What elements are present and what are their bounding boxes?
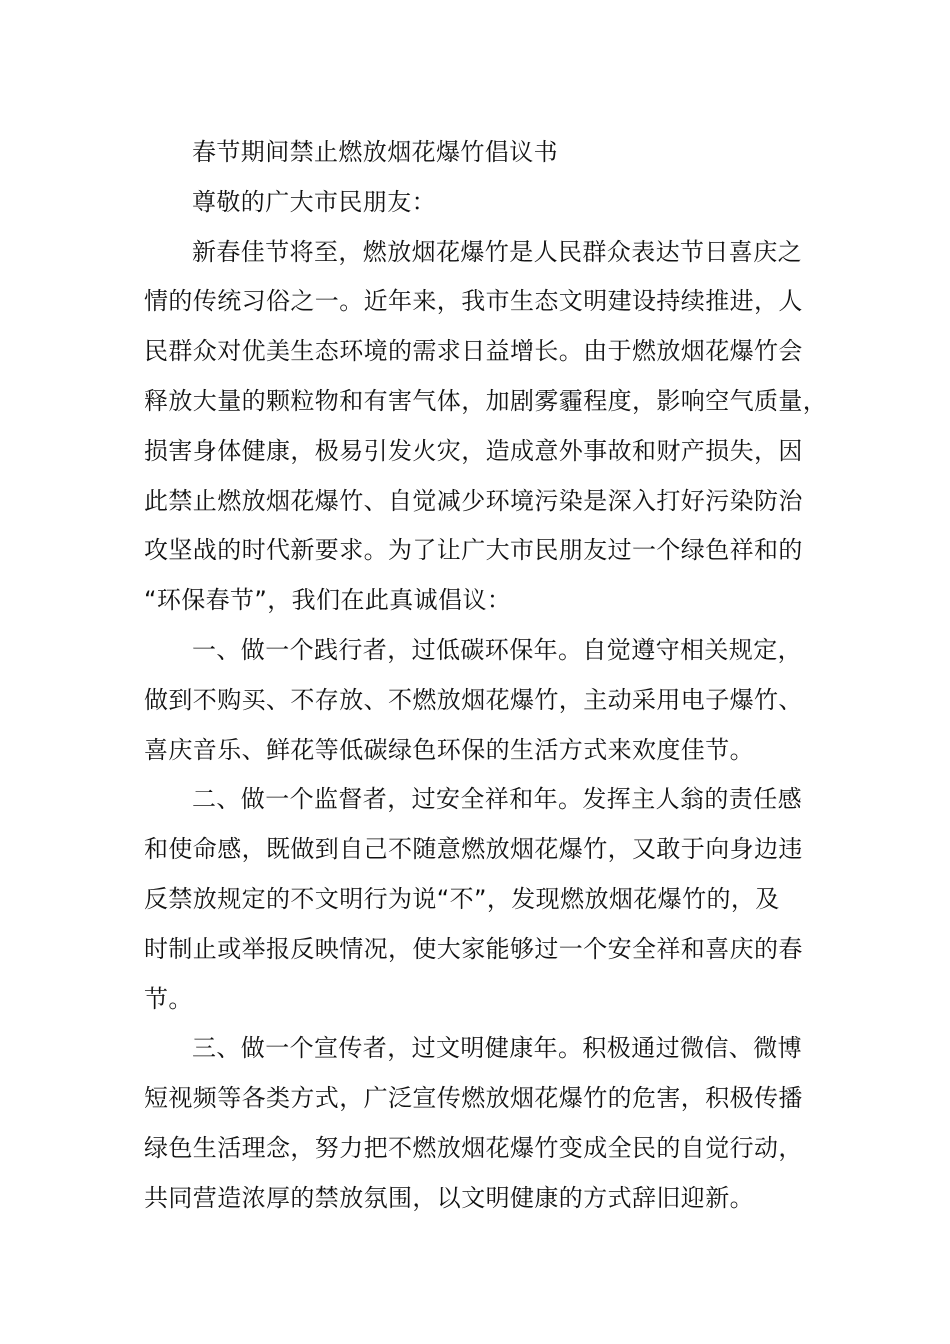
item-one-paragraph [144,626,810,775]
paragraph-line: 和使命感，既做到自己不随意燃放烟花爆竹，又敢于向身边违 [144,835,803,864]
paragraph-line: 情的传统习俗之一。近年来，我市生态文明建设持续推进，人 [144,287,803,316]
salutation: 尊敬的广大市民朋友： [192,187,436,216]
document-title: 春节期间禁止燃放烟花爆竹倡议书 [192,138,558,166]
paragraph-line: 新春佳节将至，燃放烟花爆竹是人民群众表达节日喜庆之 [192,237,802,266]
item-two-paragraph [144,775,810,1024]
paragraph-line: 时制止或举报反映情况，使大家能够过一个安全祥和喜庆的春 [144,934,803,963]
paragraph-line: 损害身体健康，极易引发火灾，造成意外事故和财产损失，因 [144,436,803,465]
paragraph-line: 攻坚战的时代新要求。为了让广大市民朋友过一个绿色祥和的 [144,536,803,565]
intro-paragraph [144,228,828,626]
paragraph-line: 二、做一个监督者，过安全祥和年。发挥主人翁的责任感 [192,785,802,814]
document-page [144,128,828,1224]
paragraph-line: 短视频等各类方式，广泛宣传燃放烟花爆竹的危害，积极传播 [144,1084,803,1113]
paragraph-line: 绿色生活理念，努力把不燃放烟花爆竹变成全民的自觉行动， [144,1133,803,1162]
paragraph-line: 此禁止燃放烟花爆竹、自觉减少环境污染是深入打好污染防治 [144,486,803,515]
paragraph-line: 节。 [144,984,193,1013]
paragraph-line: 做到不购买、不存放、不燃放烟花爆竹，主动采用电子爆竹、 [144,685,803,714]
paragraph-line: 共同营造浓厚的禁放氛围，以文明健康的方式辞旧迎新。 [144,1183,754,1212]
paragraph-line: 喜庆音乐、鲜花等低碳绿色环保的生活方式来欢度佳节。 [144,735,754,764]
paragraph-line: 一、做一个践行者，过低碳环保年。自觉遵守相关规定， [192,635,802,664]
paragraph-line: 三、做一个宣传者，过文明健康年。积极通过微信、微博 [192,1034,802,1063]
paragraph-line: 反禁放规定的不文明行为说“不”，发现燃放烟花爆竹的，及 [144,884,780,913]
paragraph-line: “环保春节”，我们在此真诚倡议： [144,586,512,615]
paragraph-line: 释放大量的颗粒物和有害气体，加剧雾霾程度，影响空气质量， [144,386,828,415]
item-three-paragraph [144,1024,810,1223]
paragraph-line: 民群众对优美生态环境的需求日益增长。由于燃放烟花爆竹会 [144,337,803,366]
